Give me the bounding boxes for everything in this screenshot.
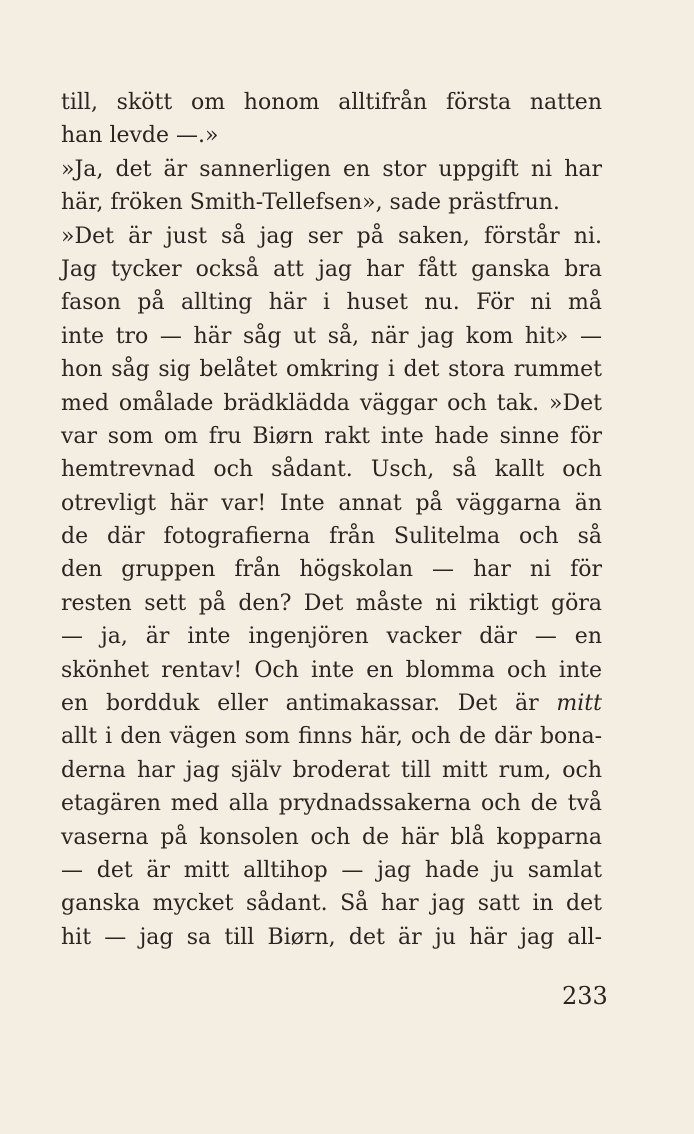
text-line-15: den gruppen från högskolan — har ni för [61, 557, 602, 583]
text-line-26: hit — jag sa till Biørn, det är ju här jag all- [61, 924, 602, 950]
text-line-11: var som om fru Biørn rakt inte hade sinne för [61, 423, 602, 449]
page-number: 233 [562, 982, 608, 1010]
text-line-19 [61, 687, 602, 720]
text-line-24: — det är mitt alltihop — jag hade ju samlat [61, 857, 602, 883]
text-line-12: hemtrevnad och sådant. Usch, så kallt och [61, 457, 602, 483]
text-line-14: de där fotografierna från Sulitelma och så [61, 524, 602, 550]
text-line-18: skönhet rentav! Och inte en blomma och inte [61, 657, 602, 683]
text-line-20: allt i den vägen som finns här, och de där bona- [61, 724, 602, 750]
text-line-13: otrevligt här var! Inte annat på väggarna än [61, 490, 602, 516]
text-line-16: resten sett på den? Det måste ni riktigt göra [61, 590, 602, 616]
text-line-10: med omålade brädklädda väggar och tak. »Det [61, 390, 602, 416]
text-line-1: till, skött om honom alltifrån första natten [61, 90, 602, 115]
text-line-4: här, fröken Smith-Tellefsen», sade prästfrun. [61, 190, 560, 216]
text-line-17: — ja, är inte ingenjören vacker där — en [61, 624, 602, 650]
text-line-9: hon såg sig belåtet omkring i det stora rummet [61, 357, 602, 383]
text-line-2: han levde —.» [61, 123, 219, 149]
text-line-5: »Det är just så jag ser på saken, förstår ni. [61, 223, 602, 249]
text-line-19-main: en bordduk eller antimakassar. Det är [61, 691, 539, 717]
body-text [61, 86, 602, 954]
text-line-22: etagären med alla prydnadssakerna och de två [61, 791, 602, 817]
text-line-21: derna har jag själv broderat till mitt rum, och [61, 757, 602, 783]
text-line-25: ganska mycket sådant. Så har jag satt in det [61, 891, 602, 917]
text-line-6: Jag tycker också att jag har fått ganska bra [61, 256, 602, 282]
text-line-8: inte tro — här såg ut så, när jag kom hit» — [61, 323, 602, 349]
text-line-7: fason på allting här i huset nu. För ni må [61, 290, 602, 316]
text-line-3: »Ja, det är sannerligen en stor uppgift ni har [61, 156, 602, 182]
text-line-23: vaserna på konsolen och de här blå kopparna [61, 824, 602, 850]
italic-emphasis: mitt [556, 691, 602, 717]
